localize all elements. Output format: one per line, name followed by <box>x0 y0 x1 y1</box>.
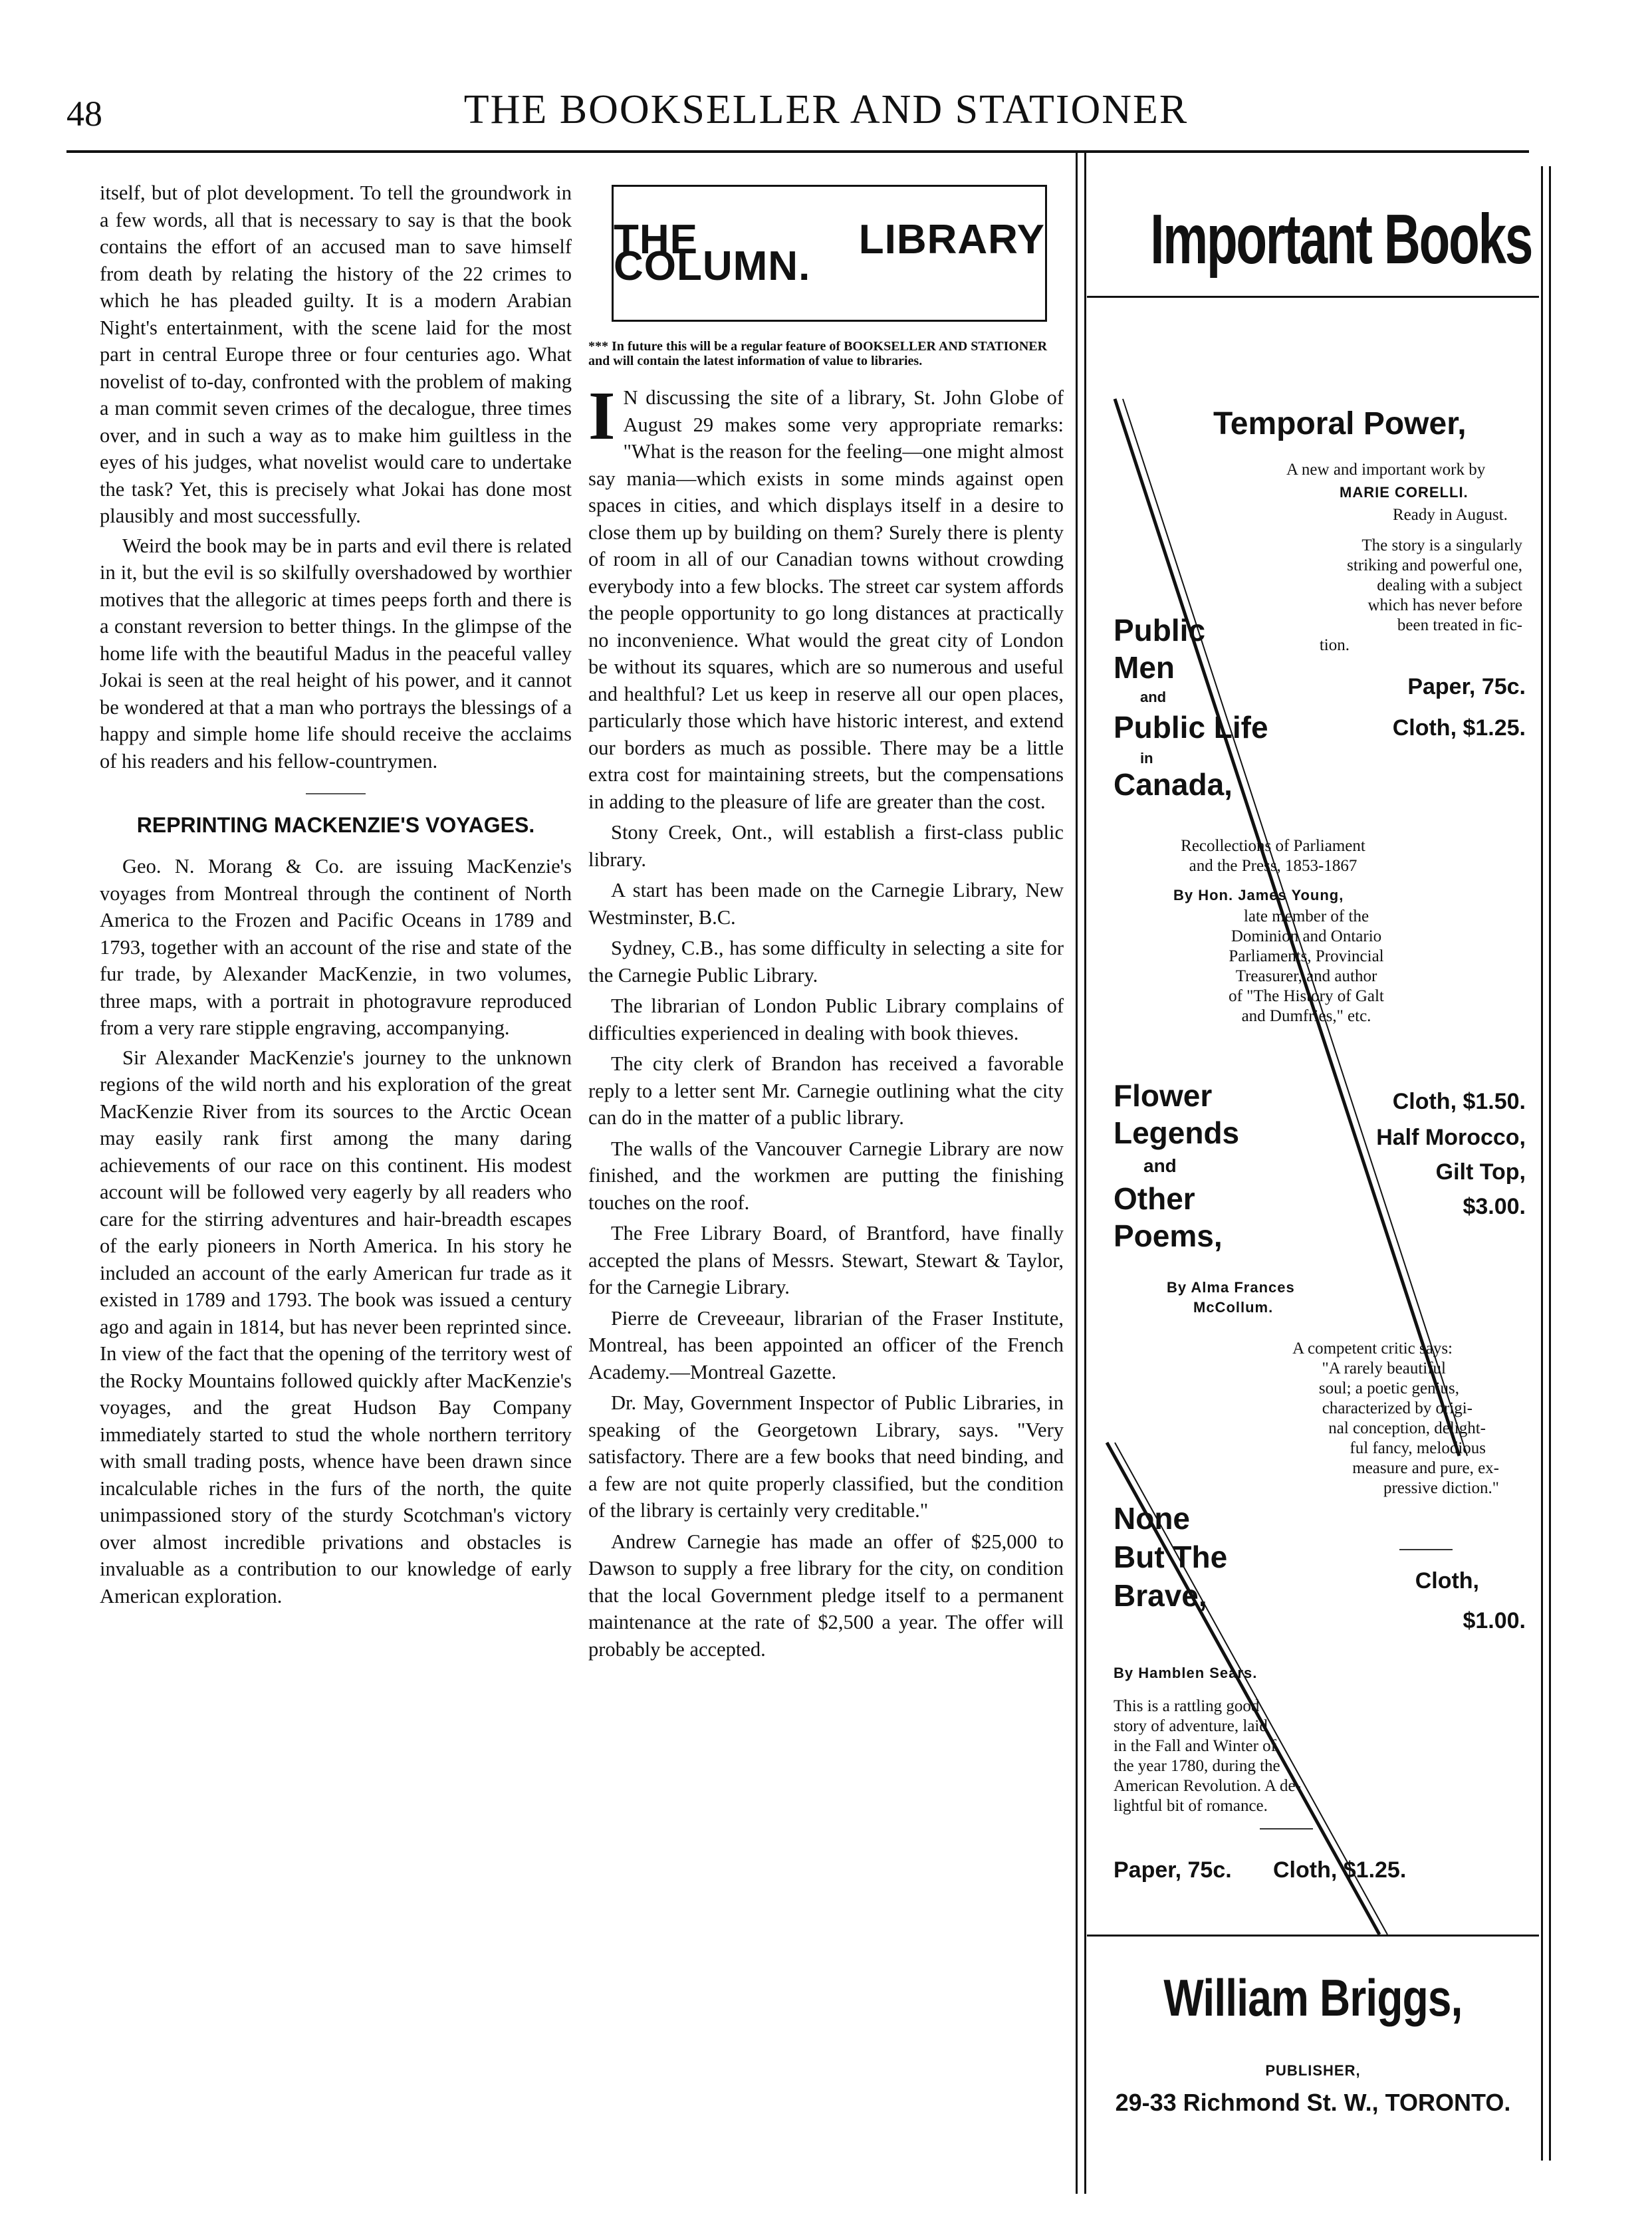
brave-title-line: None <box>1114 1501 1190 1536</box>
temporal-author: MARIE CORELLI. <box>1340 484 1469 501</box>
library-intro-text: N discussing the site of a library, St. John Globe of August 29 makes some very appropriate remarks: "What is the reason for the feeling—one might almost say mania—which exists in some minds against open spaces in cities, and which displays itself in a desire to close them up by building on them? Surely there is plenty of room in all of our Canadian towns without crowding everybody into a few blocks. The street car system affords the people opportunity to go long distances at practically no inconvenience. What would the great city of London be without its squares, which are so numerous and useful and healthful? Let us keep in reserve all our open places, particularly those which have historic interest, and extend our borders as much as possible. There may be a little extra cost for maintaining streets, but the compensations in adding to the pleasure of life are greater than the cost. <box>588 386 1064 813</box>
brave-desc-line: lightful bit of romance. <box>1114 1797 1268 1815</box>
flower-critic-line: soul; a poetic genius, <box>1318 1379 1459 1397</box>
brave-paper-price: Paper, 75c. <box>1114 1857 1232 1883</box>
library-item: The city clerk of Brandon has received a favorable reply to a letter sent Mr. Carnegie outlining what the city can do in the matter of a public library. <box>588 1052 1064 1129</box>
flower-price-gilt: $3.00. <box>1463 1194 1526 1219</box>
temporal-ready: Ready in August. <box>1393 506 1508 524</box>
temporal-byline: A new and important work by <box>1286 461 1486 479</box>
brave-author: By Hamblen Sears. <box>1114 1665 1258 1681</box>
library-item: A start has been made on the Carnegie Library, New Westminster, B.C. <box>588 879 1064 929</box>
flower-and: and <box>1143 1155 1177 1176</box>
temporal-desc-line: striking and powerful one, <box>1347 556 1522 574</box>
public-men-desc-line: of "The History of Galt <box>1229 987 1384 1005</box>
brave-title-line: Brave, <box>1114 1578 1207 1613</box>
section-heading: REPRINTING MACKENZIE'S VOYAGES. <box>136 813 535 837</box>
left-column <box>100 179 572 1609</box>
book-title-public-men <box>1114 612 1205 686</box>
brave-cloth-price: Cloth, $1.25. <box>1273 1857 1407 1883</box>
page-header-title: THE BOOKSELLER AND STATIONER <box>463 87 1189 132</box>
article-paragraph: itself, but of plot development. To tell the groundwork in a few words, all that is necessary to say is that the book contains the effort of an accused man to save himself from death by relating the history of the 22 crimes to which he has pleaded guilty. It is a modern Arabian Night's entertainment, with the scene laid for the most part in central Europe three or four centuries ago. What novelist of to-day, confronted with the problem of making a man commit seven crimes of the decalogue, three times over, and in such a way as to make him guiltless in the eyes of his judges, what novelist would care to undertake the task? Yet, this is precisely what Jokai has done most plausibly and most successfully. <box>100 181 572 527</box>
brave-desc-line: story of adventure, laid <box>1114 1717 1268 1735</box>
flower-title-line: Legends <box>1114 1116 1240 1150</box>
public-men-description <box>1173 907 1439 1026</box>
flower-half-morocco: Half Morocco, <box>1376 1125 1526 1150</box>
library-item: The walls of the Vancouver Carnegie Library are now finished, and the workmen are putting the finishing touches on the roof. <box>588 1137 1064 1214</box>
public-men-title2: Public Life <box>1114 710 1268 745</box>
page-number: 48 <box>66 94 102 134</box>
ad-title: Important Books <box>1150 200 1532 279</box>
library-column <box>588 185 1064 1663</box>
book-title-flower-legends <box>1114 1077 1239 1151</box>
flower-gilt-top: Gilt Top, <box>1435 1159 1526 1185</box>
book-title-none-but-the-brave <box>1114 1499 1227 1615</box>
flower-author <box>1167 1278 1366 1318</box>
library-item: Dr. May, Government Inspector of Public Libraries, in speaking of the Georgetown Library, says. "Very satisfactory. There are a few books that need binding, and a few are not quite properly classified, but the condition of the library is certainly very creditable." <box>588 1391 1064 1522</box>
temporal-desc-line: tion. <box>1319 636 1350 654</box>
brave-desc-line: American Revolution. A de- <box>1114 1777 1301 1795</box>
library-column-note: *** In future this will be a regular feature of BOOKSELLER AND STATIONER and will contain the latest information of value to libraries. <box>588 339 1048 368</box>
advertisement-panel <box>1087 153 1539 2167</box>
ad-title-rule <box>1087 296 1539 298</box>
public-men-title-line: Public <box>1114 613 1206 648</box>
temporal-desc-line: dealing with a subject <box>1377 576 1522 594</box>
flower-critic-line: pressive diction." <box>1383 1479 1499 1497</box>
public-men-title-line: Men <box>1114 650 1175 685</box>
brave-description <box>1114 1697 1393 1816</box>
article-paragraph: Weird the book may be in parts and evil there is related in it, but the evil is so skilfully overshadowed by worthier motives that the allegoric at times peeps forth and there is a constant reversion to better things. In the glimpse of the home life with the beautiful Madus in the peaceful valley Jokai is seen at the real height of his power, and it cannot be wondered at that a man who portrays the blessings of a happy and simple home life should receive the acclaims of his readers and his fellow-countrymen. <box>100 534 572 772</box>
public-men-in: in <box>1140 750 1153 766</box>
library-item: Stony Creek, Ont., will establish a first-class public library. <box>588 821 1064 871</box>
flower-title-line: Flower <box>1114 1078 1213 1113</box>
flower-critic-line: measure and pure, ex- <box>1352 1459 1499 1477</box>
temporal-paper-price: Paper, 75c. <box>1407 674 1526 699</box>
price-divider <box>1399 1549 1453 1550</box>
flower-cloth-price: Cloth, $1.50. <box>1392 1089 1526 1114</box>
temporal-desc-line: been treated in fic- <box>1397 616 1522 634</box>
brave-title-line: But The <box>1114 1540 1228 1574</box>
public-men-author: By Hon. James Young, <box>1173 887 1344 903</box>
flower-author-line: McCollum. <box>1193 1299 1274 1316</box>
library-item: Sydney, C.B., has some difficulty in selecting a site for the Carnegie Public Library. <box>588 937 1064 987</box>
ad-border-right <box>1541 166 1543 2161</box>
temporal-cloth-price: Cloth, $1.25. <box>1392 715 1526 741</box>
temporal-desc-line: which has never before <box>1367 596 1522 614</box>
library-intro-paragraph <box>588 378 1064 815</box>
public-men-desc-line: Dominion and Ontario <box>1231 927 1382 945</box>
price-divider <box>1260 1828 1313 1829</box>
flower-critic-line: nal conception, delight- <box>1328 1419 1486 1437</box>
library-item: Pierre de Creveeaur, librarian of the Fraser Institute, Montreal, has been appointed an officer of the French Academy.—Montreal Gazette. <box>588 1306 1064 1383</box>
article-paragraph: Geo. N. Morang & Co. are issuing MacKenzie's voyages from Montreal through the continent of North America to the Frozen and Pacific Oceans in 1789 and 1793, together with an account of the rise and state of the fur trade, by Alexander MacKenzie, in two volumes, three maps, with a portrait in photogravure reproduced from a very rare stipple engraving, accompanying. <box>100 855 572 1039</box>
book-title-temporal-power: Temporal Power, <box>1213 406 1467 441</box>
temporal-desc-line: The story is a singularly <box>1361 536 1522 554</box>
publisher-label: PUBLISHER, <box>1265 2062 1361 2079</box>
drop-cap: I <box>588 378 616 454</box>
book-title-other-poems <box>1114 1180 1223 1254</box>
flower-critic-line: characterized by origi- <box>1322 1399 1473 1417</box>
column-rule <box>1084 153 1086 2194</box>
public-men-desc-line: Parliaments, Provincial <box>1229 947 1384 965</box>
library-column-title: THE LIBRARY COLUMN. <box>612 185 1047 322</box>
brave-price: $1.00. <box>1463 1608 1526 1633</box>
flower-author-line: By Alma Frances <box>1167 1279 1295 1296</box>
brave-cloth: Cloth, <box>1415 1568 1479 1593</box>
section-divider <box>306 793 366 794</box>
publisher-address: 29-33 Richmond St. W., TORONTO. <box>1115 2089 1511 2116</box>
brave-desc-line: the year 1780, during the <box>1114 1757 1280 1775</box>
public-men-title3: Canada, <box>1114 767 1233 802</box>
flower-title2-line: Poems, <box>1114 1219 1223 1253</box>
ad-border-right <box>1549 166 1551 2161</box>
public-men-sub-line: Recollections of Parliament <box>1181 837 1365 855</box>
publisher-name: William Briggs, <box>1163 1968 1463 2027</box>
flower-title2-line: Other <box>1114 1181 1195 1216</box>
library-item: The Free Library Board, of Brantford, have finally accepted the plans of Messrs. Stewart, Stewart & Taylor, for the Carnegie Library. <box>588 1222 1064 1298</box>
brave-desc-line: in the Fall and Winter of <box>1114 1737 1277 1755</box>
publisher-rule <box>1087 1935 1539 1937</box>
flower-critic-line: "A rarely beautiful <box>1322 1359 1446 1377</box>
flower-critic-line: ful fancy, melodious <box>1350 1439 1486 1457</box>
flower-critic <box>1180 1339 1512 1498</box>
brave-desc-line: This is a rattling good <box>1114 1697 1260 1715</box>
column-rule <box>1076 153 1078 2194</box>
article-paragraph: Sir Alexander MacKenzie's journey to the unknown regions of the wild north and his exploration of the great MacKenzie River from its sources to the Arctic Ocean may easily rank first among the many daring achievements of our race on this continent. His modest account will be followed very eagerly by all readers who care for the stirring adventures and hair-breadth escapes of the early pioneers in North America. In his story he included an account of the early American fur trade as it existed in 1789 and 1793. The book was issued a century ago and again in 1814, but has never been reprinted since. In view of the fact that the opening of the territory west of the Rocky Mountains followed quickly after MacKenzie's voyages, and the great Hudson Bay Company immediately started to stud the whole northern territory with small trading posts, whence have been drawn since incalculable riches in the furs of the north, the quite unimpassioned story of the sturdy Scotchman's victory over almost incredible privations and obstacles is invaluable as a contribution to our knowledge of early American exploration. <box>100 1046 572 1607</box>
library-item: The librarian of London Public Library complains of difficulties experienced in dealing with book thieves. <box>588 995 1064 1044</box>
public-men-desc-line: and Dumfries," etc. <box>1241 1007 1371 1025</box>
public-men-subtitle <box>1120 836 1426 876</box>
temporal-description <box>1256 536 1522 655</box>
public-men-desc-line: Treasurer, and author <box>1235 967 1377 985</box>
public-men-sub-line: and the Press, 1853-1867 <box>1189 857 1357 875</box>
library-item: Andrew Carnegie has made an offer of $25,000 to Dawson to supply a free library for the city, on condition that the local Government pledge itself to a permanent maintenance at the rate of $2,500 a year. The offer will probably be accepted. <box>588 1530 1064 1661</box>
public-men-and: and <box>1140 689 1167 705</box>
flower-critic-line: A competent critic says: <box>1292 1340 1453 1357</box>
public-men-desc-line: late member of the <box>1243 907 1369 925</box>
